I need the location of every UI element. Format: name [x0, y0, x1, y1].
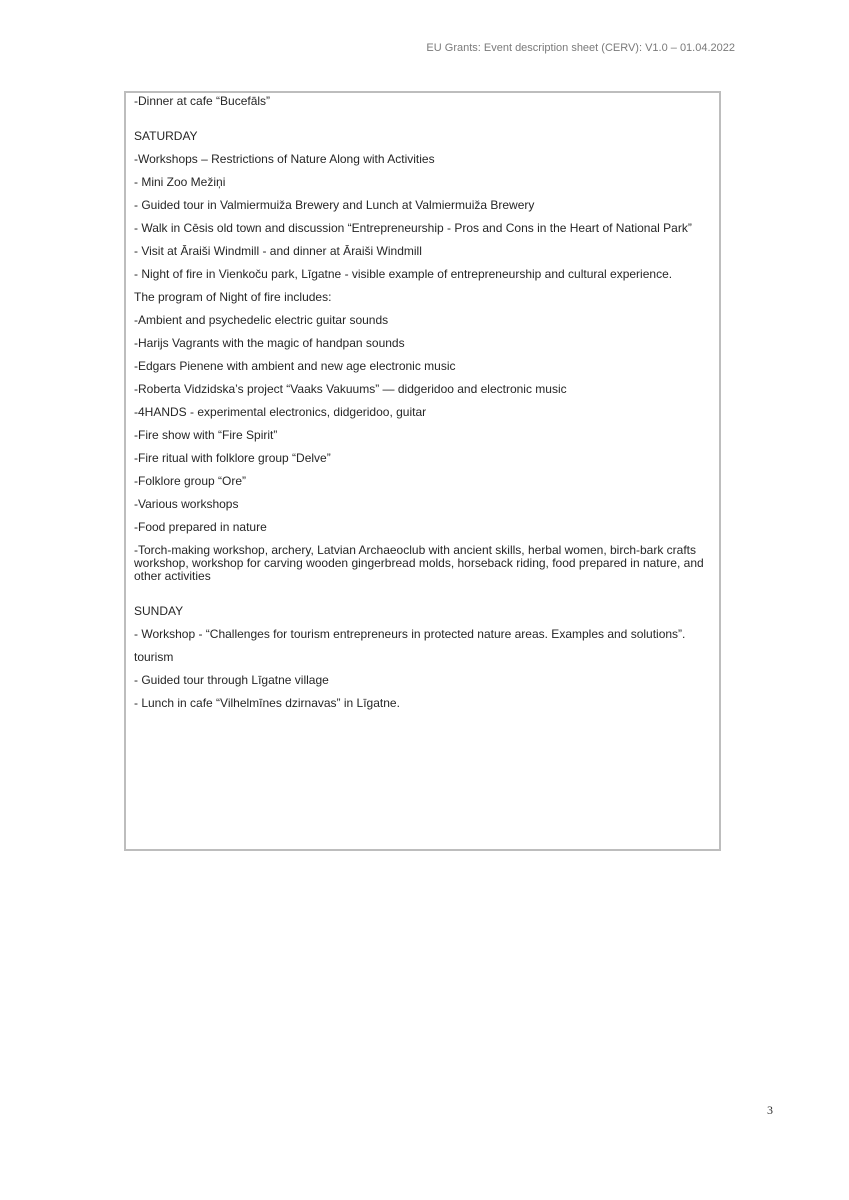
page-number: 3 — [767, 1103, 773, 1117]
sunday-item: - Guided tour through Līgatne village — [134, 673, 329, 687]
night-of-fire-item: -Folklore group “Ore” — [134, 474, 247, 488]
night-of-fire-item: -4HANDS - experimental electronics, didgeridoo, guitar — [134, 405, 427, 419]
friday-item: -Dinner at cafe “Bucefāls” — [134, 94, 271, 108]
night-of-fire-item: -Ambient and psychedelic electric guitar sounds — [134, 313, 389, 327]
sunday-item: - Lunch in cafe “Vilhelmīnes dzirnavas” in Līgatne. — [134, 696, 400, 710]
night-of-fire-item: -Torch-making workshop, archery, Latvian Archaeoclub with ancient skills, herbal women, birch-bark crafts workshop, workshop for carving wooden gingerbread molds, horseback riding, food prepared in nature, and other activities — [134, 543, 704, 583]
sunday-item: - Workshop - “Challenges for tourism entrepreneurs in protected nature areas. Examples and solutions”. — [134, 627, 686, 641]
event-program-content — [134, 95, 712, 720]
night-of-fire-item: -Roberta Vidzidska’s project “Vaaks Vakuums” — didgeridoo and electronic music — [134, 382, 567, 396]
section-gap — [134, 593, 712, 605]
night-of-fire-item: -Fire ritual with folklore group “Delve” — [134, 451, 331, 465]
event-description-box — [124, 91, 721, 851]
document-header: EU Grants: Event description sheet (CERV): V1.0 – 01.04.2022 — [426, 42, 735, 54]
saturday-item: - Mini Zoo Mežiņi — [134, 175, 226, 189]
night-of-fire-item: -Food prepared in nature — [134, 520, 267, 534]
saturday-item: -Workshops – Restrictions of Nature Along with Activities — [134, 152, 435, 166]
night-of-fire-intro: The program of Night of fire includes: — [134, 290, 332, 304]
saturday-item: - Night of fire in Vienkoču park, Līgatne - visible example of entrepreneurship and cultural experience. — [134, 267, 673, 281]
night-of-fire-item: -Various workshops — [134, 497, 239, 511]
night-of-fire-item: -Edgars Pienene with ambient and new age electronic music — [134, 359, 456, 373]
saturday-item: - Guided tour in Valmiermuiža Brewery and Lunch at Valmiermuiža Brewery — [134, 198, 535, 212]
sunday-heading: SUNDAY — [134, 604, 184, 618]
saturday-heading: SATURDAY — [134, 129, 198, 143]
night-of-fire-item: -Fire show with “Fire Spirit” — [134, 428, 278, 442]
sunday-item: tourism — [134, 650, 174, 664]
section-gap — [134, 118, 712, 130]
saturday-item: - Visit at Āraiši Windmill - and dinner at Āraiši Windmill — [134, 244, 422, 258]
saturday-item: - Walk in Cēsis old town and discussion “Entrepreneurship - Pros and Cons in the Heart of National Park” — [134, 221, 692, 235]
night-of-fire-item: -Harijs Vagrants with the magic of handpan sounds — [134, 336, 405, 350]
